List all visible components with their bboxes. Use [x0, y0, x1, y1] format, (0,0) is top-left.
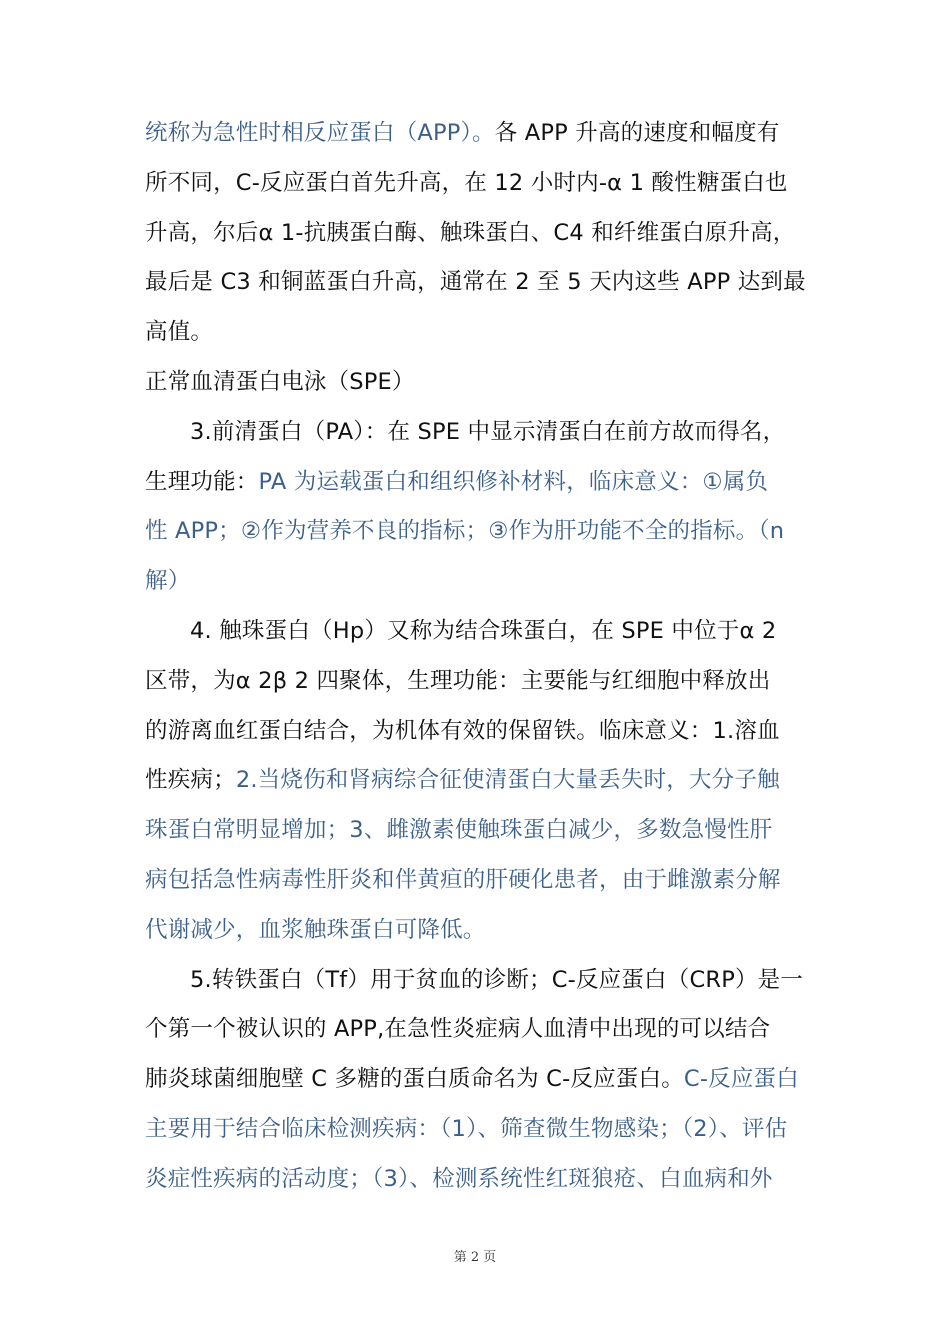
text-segment: 生理功能： — [145, 468, 259, 495]
text-line — [145, 267, 806, 297]
text-line — [145, 168, 788, 198]
text-segment: 2.当烧伤和肾病综合征使清蛋白大量丢失时，大分子触 — [235, 767, 780, 794]
text-line — [145, 367, 415, 397]
text-segment: 个第一个被认识的 APP,在急性炎症病人血清中出现的可以结合 — [145, 1016, 771, 1043]
text-line — [190, 616, 776, 646]
text-segment: 代谢减少，血浆触珠蛋白可降低。 — [145, 916, 486, 943]
text-segment: 性 APP；②作为营养不良的指标；③作为肝功能不全的指标。（n — [145, 518, 785, 545]
text-line — [145, 516, 784, 546]
text-line — [145, 566, 190, 596]
text-segment: 区带，为α 2β 2 四聚体，生理功能：主要能与红细胞中释放出 — [145, 667, 771, 694]
text-line — [145, 1164, 773, 1194]
text-line — [145, 765, 780, 795]
text-segment: 升高，尔后α 1-抗胰蛋白酶、触珠蛋白、C4 和纤维蛋白原升高， — [145, 219, 796, 246]
text-line — [145, 716, 780, 746]
text-segment: 肺炎球菌细胞壁 C 多糖的蛋白质命名为 C-反应蛋白。 — [145, 1066, 684, 1093]
text-line — [145, 1064, 799, 1094]
text-line — [145, 118, 780, 148]
text-segment: 4. 触珠蛋白（Hp）又称为结合珠蛋白，在 SPE 中位于α 2 — [190, 618, 777, 644]
text-segment: 主要用于结合临床检测疾病：（1）、筛查微生物感染；（2）、评估 — [145, 1116, 788, 1142]
text-segment: 3.前清蛋白（PA）：在 SPE 中显示清蛋白在前方故而得名， — [190, 418, 786, 445]
text-line — [145, 1114, 787, 1144]
text-line — [145, 865, 781, 895]
text-line — [145, 317, 213, 347]
text-line — [145, 1014, 770, 1044]
text-segment: 高值。 — [145, 319, 214, 346]
text-segment: 病包括急性病毒性肝炎和伴黄疸的肝硬化患者，由于雌激素分解 — [145, 867, 781, 893]
text-segment: 性疾病； — [145, 767, 236, 794]
text-segment: 珠蛋白常明显增加；3、雌激素使触珠蛋白减少，多数急慢性肝 — [145, 817, 773, 844]
text-line — [145, 218, 796, 248]
text-line — [145, 915, 486, 945]
text-segment: 的游离血红蛋白结合，为机体有效的保留铁。临床意义：1.溶血 — [145, 717, 780, 744]
text-segment: 炎症性疾病的活动度；（3）、检测系统性红斑狼疮、白血病和外 — [145, 1165, 773, 1192]
text-segment: 5.转铁蛋白（Tf）用于贫血的诊断；C-反应蛋白（CRP）是一 — [190, 966, 804, 993]
text-segment: 所不同，C-反应蛋白首先升高，在 12 小时内-α 1 酸性糖蛋白也 — [145, 169, 788, 196]
text-segment: C-反应蛋白 — [683, 1066, 799, 1093]
page-number: 第 2 页 — [453, 1250, 497, 1265]
text-line — [190, 417, 785, 447]
text-segment: PA 为运载蛋白和组织修补材料，临床意义：①属负 — [258, 468, 769, 495]
text-segment: 各 APP 升高的速度和幅度有 — [494, 120, 780, 146]
text-line — [145, 467, 768, 497]
text-line — [190, 965, 803, 995]
text-segment: 最后是 C3 和铜蓝蛋白升高，通常在 2 至 5 天内这些 APP 达到最 — [145, 269, 806, 296]
text-line — [145, 666, 770, 696]
text-segment: 统称为急性时相反应蛋白（APP）。 — [145, 120, 495, 146]
text-segment: 正常血清蛋白电泳（SPE） — [145, 369, 415, 395]
text-line — [145, 815, 772, 845]
text-segment: 解） — [145, 568, 191, 595]
